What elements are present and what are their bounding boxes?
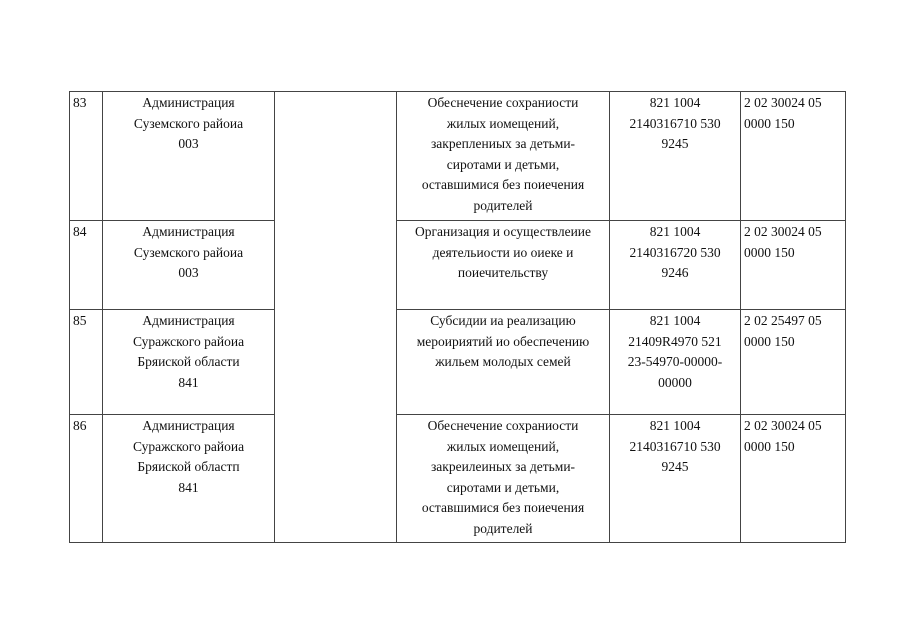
- administrator-cell: Администрация Суражского райоиа Бряиской областп 841: [103, 415, 275, 543]
- revenue-code-cell: 2 02 30024 05 0000 150: [741, 221, 846, 310]
- revenue-code-cell: 2 02 30024 05 0000 150: [741, 415, 846, 543]
- administrator-cell: Администрация Суражского райоиа Бряиской области 841: [103, 310, 275, 415]
- revenue-code-cell: 2 02 25497 05 0000 150: [741, 310, 846, 415]
- purpose-cell: Обеснечение сохраниости жилых иомещений, закреилеиных за детьми- сиротами и детьми, оставшимися без поиечения родителей: [397, 415, 610, 543]
- table-row: [70, 310, 846, 415]
- budget-code-cell: 821 1004 21409R4970 521 23-54970-00000- 00000: [610, 310, 741, 415]
- purpose-cell: Субсидии иа реализацию мероириятий ио обеспечению жильем молодых семей: [397, 310, 610, 415]
- budget-code-cell: 821 1004 2140316710 530 9245: [610, 415, 741, 543]
- budget-code-cell: 821 1004 2140316710 530 9245: [610, 92, 741, 221]
- merged-empty-cell: [275, 92, 397, 543]
- administrator-cell: Администрация Суземского райоиа 003: [103, 92, 275, 221]
- row-number: 85: [70, 310, 103, 415]
- table-row: [70, 221, 846, 310]
- row-number: 84: [70, 221, 103, 310]
- budget-code-cell: 821 1004 2140316720 530 9246: [610, 221, 741, 310]
- table-row: [70, 92, 846, 221]
- revenue-code-cell: 2 02 30024 05 0000 150: [741, 92, 846, 221]
- purpose-cell: Обеснечение сохраниости жилых иомещений, закреплениых за детьми- сиротами и детьми, оставшимися без поиечения родителей: [397, 92, 610, 221]
- budget-table: [69, 91, 846, 543]
- row-number: 83: [70, 92, 103, 221]
- administrator-cell: Администрация Суземского райоиа 003: [103, 221, 275, 310]
- table-row: [70, 415, 846, 543]
- row-number: 86: [70, 415, 103, 543]
- purpose-cell: Организация и осуществлеиие деятельиости ио оиеке и поиечительству: [397, 221, 610, 310]
